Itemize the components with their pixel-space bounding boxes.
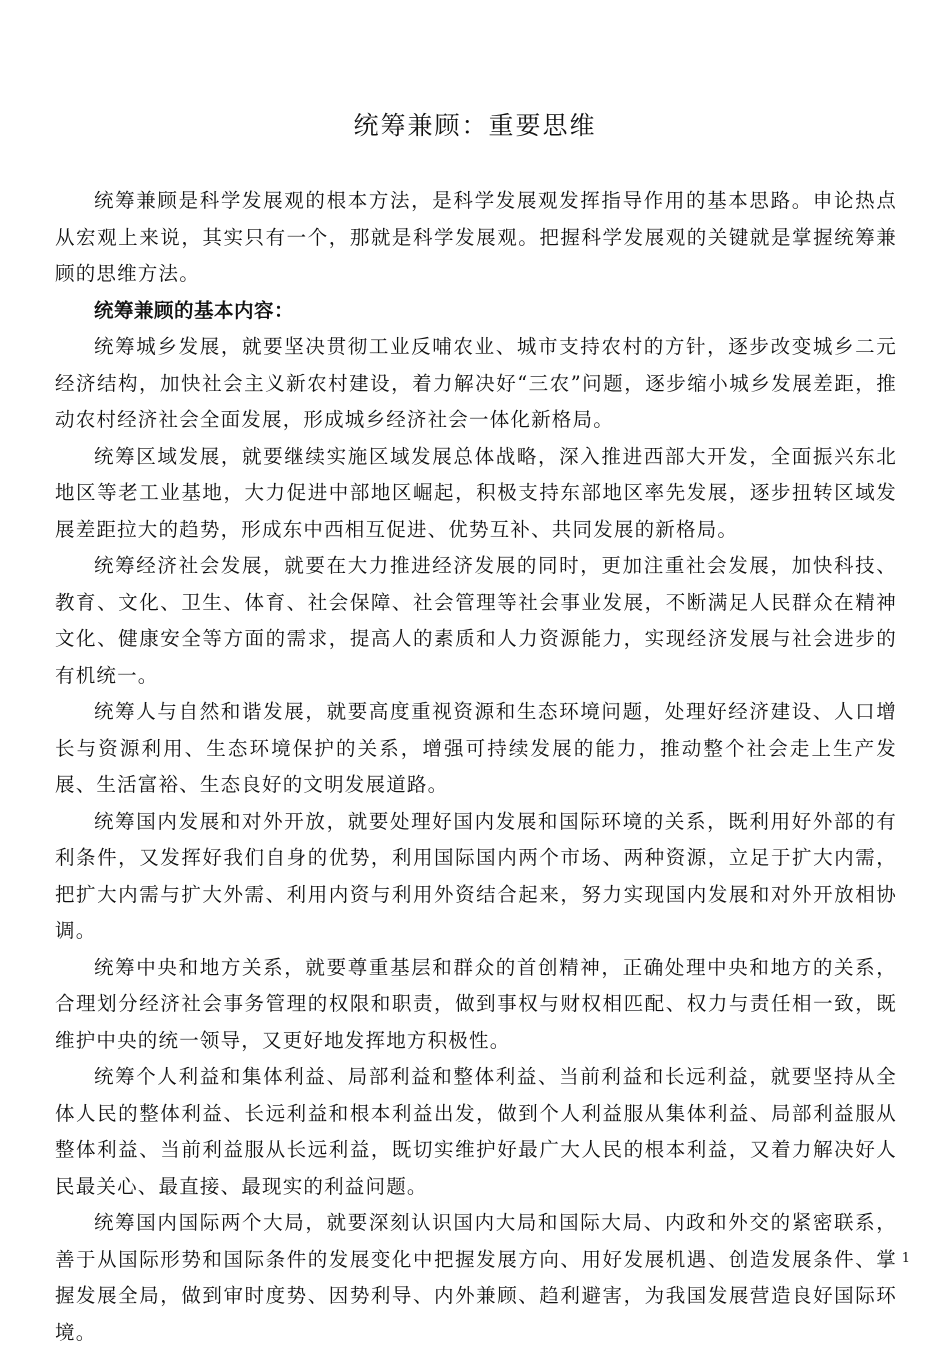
- document-body: [55, 183, 897, 1351]
- paragraph-economic-social: 统筹经济社会发展，就要在大力推进经济发展的同时，更加注重社会发展，加快科技、教育、文化、卫生、体育、社会保障、社会管理等社会事业发展，不断满足人民群众在精神文化、健康安全等方面的需求，提高人的素质和人力资源能力，实现经济发展与社会进步的有机统一。: [55, 554, 897, 687]
- paragraph-central-local: 统筹中央和地方关系，就要尊重基层和群众的首创精神，正确处理中央和地方的关系，合理划分经济社会事务管理的权限和职责，做到事权与财权相匹配、权力与责任相一致，既维护中央的统一领导，又更好地发挥地方积极性。: [55, 955, 897, 1052]
- paragraph-interests: 统筹个人利益和集体利益、局部利益和整体利益、当前利益和长远利益，就要坚持从全体人民的整体利益、长远利益和根本利益出发，做到个人利益服从集体利益、局部利益服从整体利益、当前利益服从长远利益，既切实维护好最广大人民的根本利益，又着力解决好人民最关心、最直接、最现实的利益问题。: [55, 1065, 897, 1198]
- paragraph-regional: 统筹区域发展，就要继续实施区域发展总体战略，深入推进西部大开发，全面振兴东北地区等老工业基地，大力促进中部地区崛起，积极支持东部地区率先发展，逐步扭转区域发展差距拉大的趋势，形成东中西相互促进、优势互补、共同发展的新格局。: [55, 444, 897, 541]
- page-number: 1: [901, 1251, 910, 1266]
- intro-paragraph: 统筹兼顾是科学发展观的根本方法，是科学发展观发挥指导作用的基本思路。申论热点从宏观上来说，其实只有一个，那就是科学发展观。把握科学发展观的关键就是掌握统筹兼顾的思维方法。: [55, 189, 897, 285]
- paragraph-two-situations: 统筹国内国际两个大局，就要深刻认识国内大局和国际大局、内政和外交的紧密联系，善于从国际形势和国际条件的发展变化中把握发展方向、用好发展机遇、创造发展条件、掌握发展全局，做到审时度势、因势利导、内外兼顾、趋利避害，为我国发展营造良好国际环境。: [55, 1211, 897, 1344]
- paragraph-urban-rural: 统筹城乡发展，就要坚决贯彻工业反哺农业、城市支持农村的方针，逐步改变城乡二元经济结构，加快社会主义新农村建设，着力解决好“三农”问题，逐步缩小城乡发展差距，推动农村经济社会全面发展，形成城乡经济社会一体化新格局。: [55, 335, 897, 431]
- paragraph-domestic-opening: 统筹国内发展和对外开放，就要处理好国内发展和国际环境的关系，既利用好外部的有利条件，又发挥好我们自身的优势，利用国际国内两个市场、两种资源，立足于扩大内需，把扩大内需与扩大外需、利用内资与利用外资结合起来，努力实现国内发展和对外开放相协调。: [55, 809, 897, 942]
- paragraph-human-nature: 统筹人与自然和谐发展，就要高度重视资源和生态环境问题，处理好经济建设、人口增长与资源利用、生态环境保护的关系，增强可持续发展的能力，推动整个社会走上生产发展、生活富裕、生态良好的文明发展道路。: [55, 700, 897, 796]
- document-title: 统筹兼顾：重要思维: [353, 111, 597, 140]
- section-heading: 统筹兼顾的基本内容：: [94, 298, 295, 322]
